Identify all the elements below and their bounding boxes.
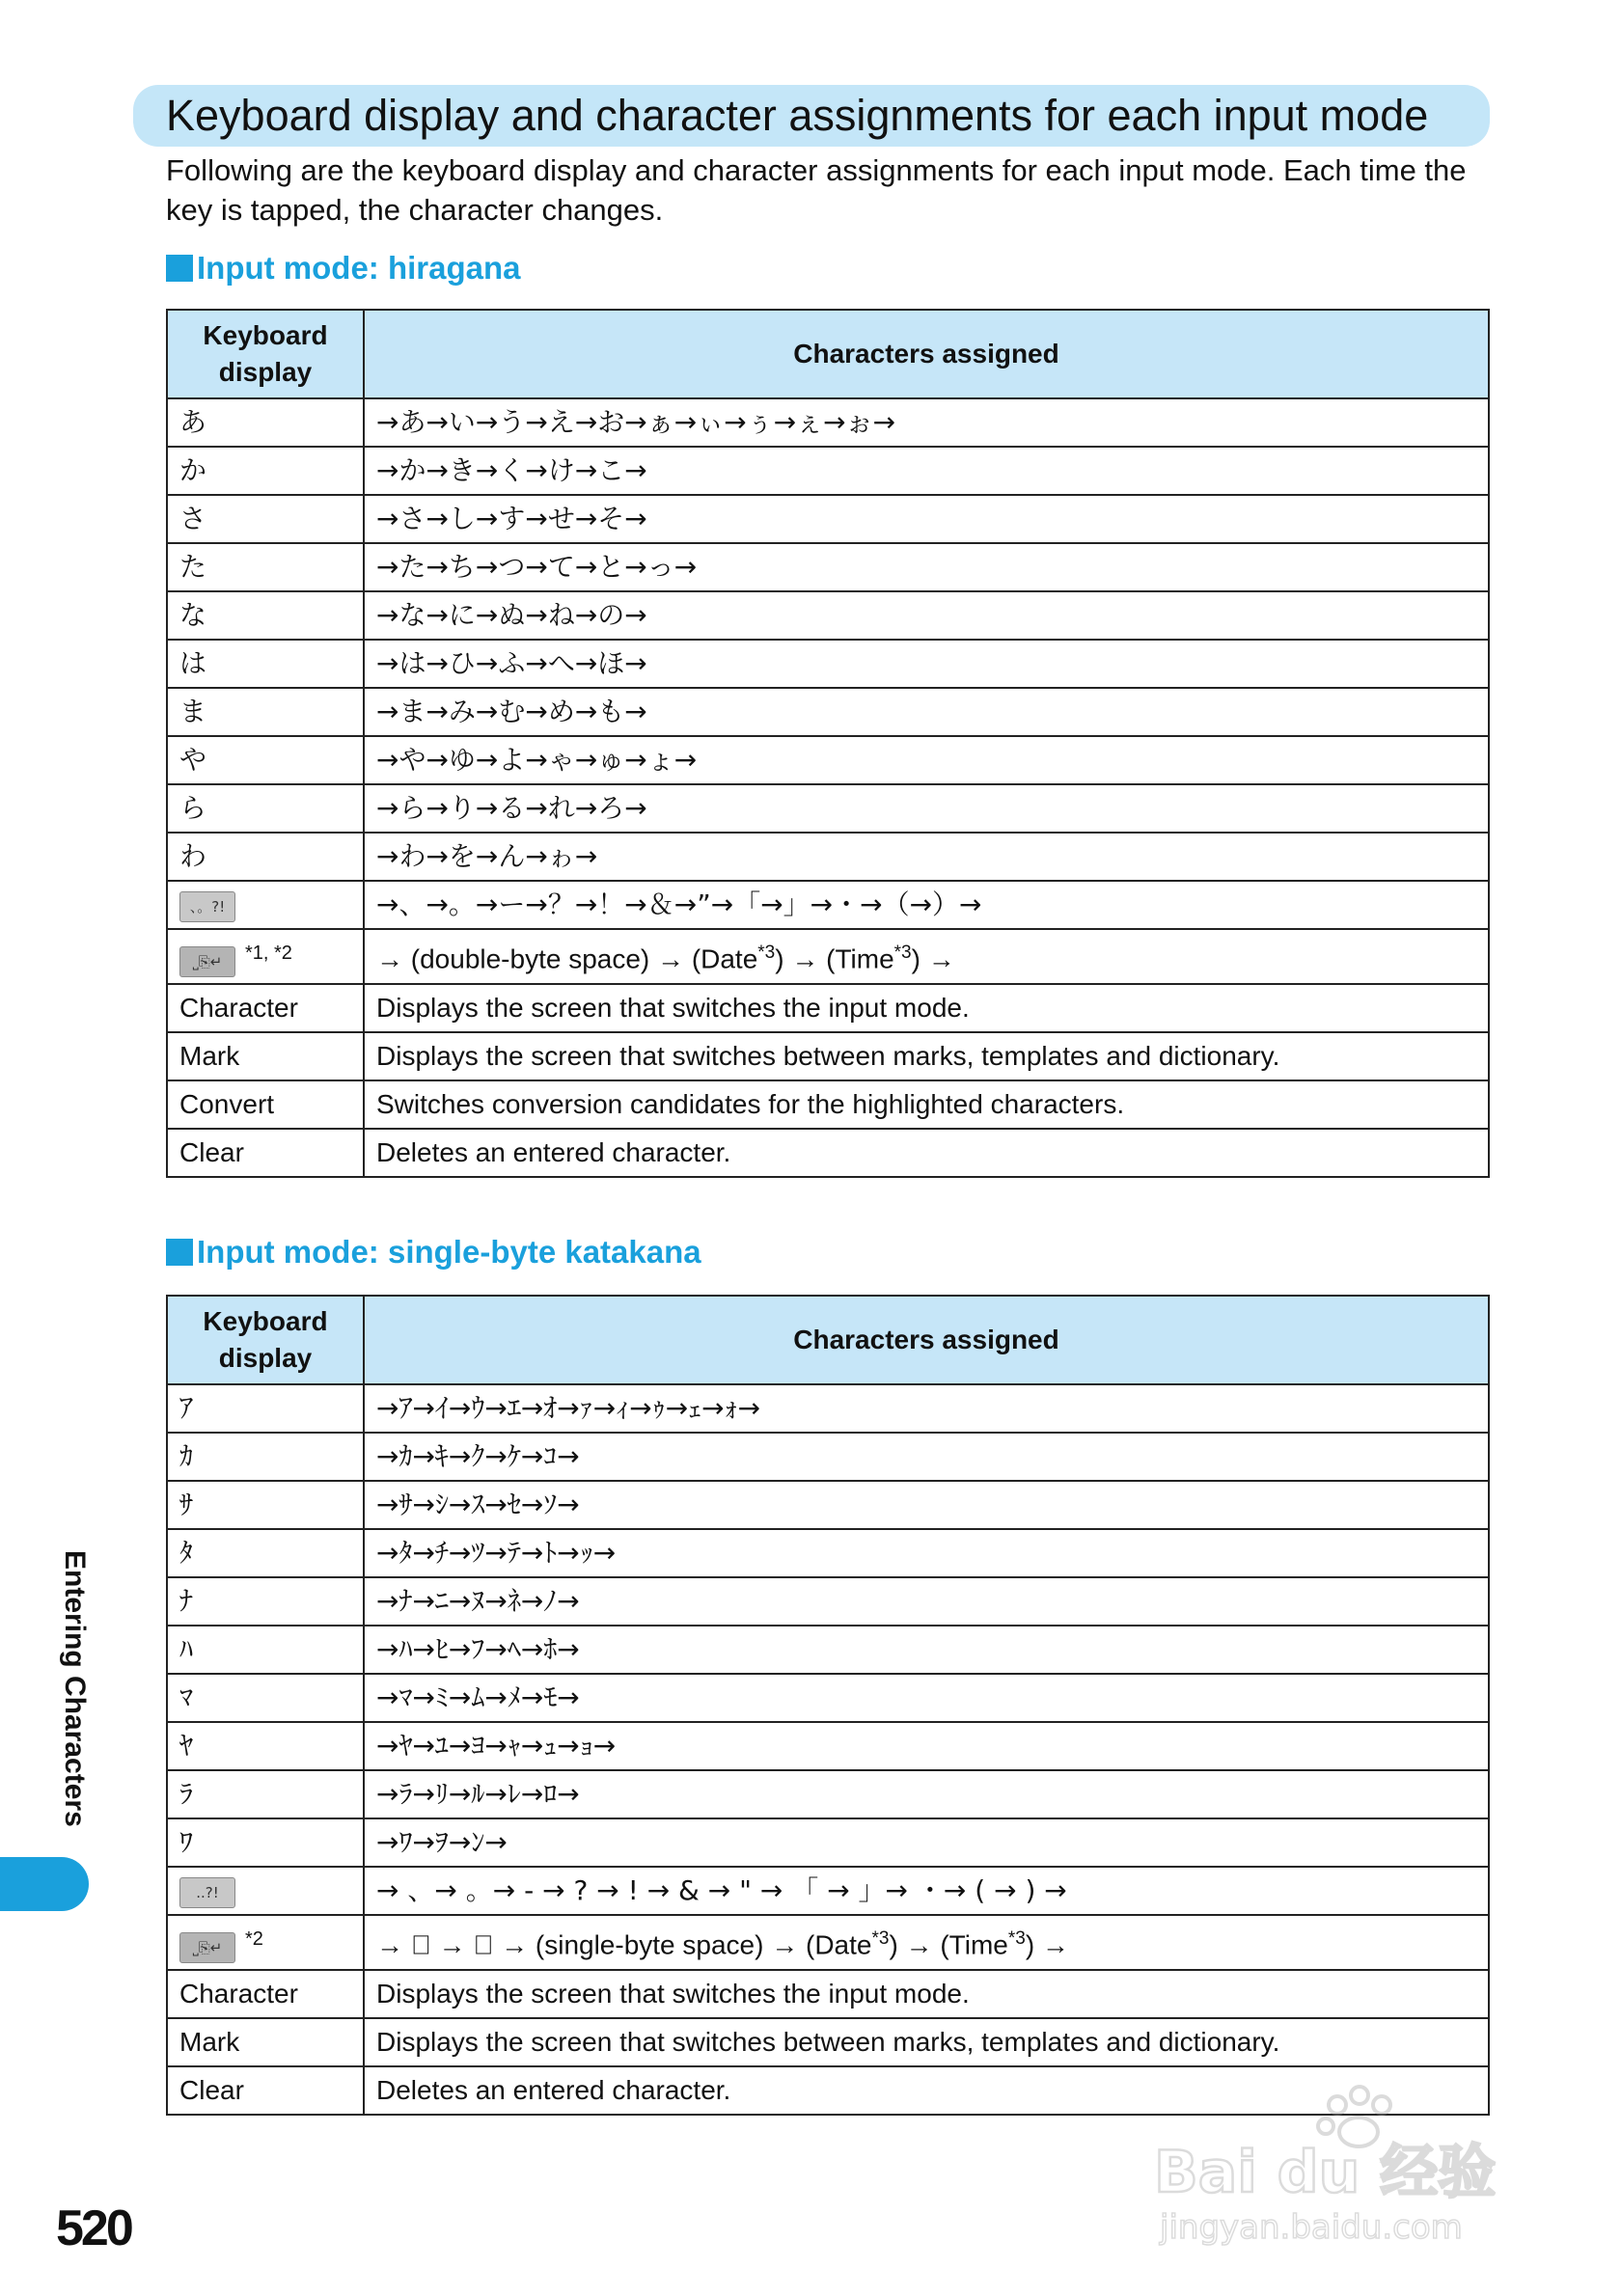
table-row bbox=[167, 543, 1489, 591]
desc-cell: Displays the screen that switches between marks, templates and dictionary. bbox=[364, 1032, 1489, 1080]
key-cell: Clear bbox=[167, 2066, 364, 2115]
chars-cell bbox=[364, 1915, 1489, 1970]
desc-cell: Displays the screen that switches the input mode. bbox=[364, 984, 1489, 1032]
table-row bbox=[167, 1080, 1489, 1129]
chars-cell: →ﾅ→ﾆ→ﾇ→ﾈ→ﾉ→ bbox=[364, 1577, 1489, 1626]
key-cell: ﾔ bbox=[167, 1722, 364, 1770]
chars-cell: →ﾗ→ﾘ→ﾙ→ﾚ→ﾛ→ bbox=[364, 1770, 1489, 1818]
table-row bbox=[167, 1384, 1489, 1433]
table-row bbox=[167, 1770, 1489, 1818]
chars-cell: →ﾔ→ﾕ→ﾖ→ｬ→ｭ→ｮ→ bbox=[364, 1722, 1489, 1770]
chars-cell: →ｻ→ｼ→ｽ→ｾ→ｿ→ bbox=[364, 1481, 1489, 1529]
space-chars-part: ) → (Time bbox=[889, 1929, 1008, 1960]
table-row bbox=[167, 1433, 1489, 1481]
key-cell bbox=[167, 929, 364, 984]
key-cell: あ bbox=[167, 398, 364, 447]
chars-cell: →な→に→ぬ→ね→の→ bbox=[364, 591, 1489, 640]
space-chars-part: ) → bbox=[911, 943, 955, 974]
table-row bbox=[167, 736, 1489, 784]
table-row bbox=[167, 1818, 1489, 1867]
mark-key-icon: ..?! bbox=[179, 1877, 235, 1908]
table-row bbox=[167, 1129, 1489, 1177]
header-characters-assigned: Characters assigned bbox=[364, 1296, 1489, 1384]
footnote-ref: *2 bbox=[245, 1928, 263, 1950]
table-row bbox=[167, 1626, 1489, 1674]
key-cell bbox=[167, 1867, 364, 1915]
page-title: Keyboard display and character assignments for each input mode bbox=[166, 91, 1429, 140]
table-header-row bbox=[167, 310, 1489, 398]
chars-cell: →は→ひ→ふ→へ→ほ→ bbox=[364, 640, 1489, 688]
baidu-watermark bbox=[1154, 2084, 1540, 2253]
space-chars-part: → ﾞ → ﾟ → (single-byte space) → (Date bbox=[376, 1929, 872, 1960]
key-cell: ま bbox=[167, 688, 364, 736]
key-cell: ﾊ bbox=[167, 1626, 364, 1674]
desc-cell: Deletes an entered character. bbox=[364, 2066, 1489, 2115]
key-cell bbox=[167, 881, 364, 929]
key-cell: Character bbox=[167, 1970, 364, 2018]
table-row bbox=[167, 1915, 1489, 1970]
hiragana-table bbox=[166, 309, 1490, 1178]
key-cell: ら bbox=[167, 784, 364, 833]
key-cell: Convert bbox=[167, 1080, 364, 1129]
chars-cell: → 、→ 。→ - → ? → ! → & → " → 「 → 」→ ・→ ( → ) → bbox=[364, 1867, 1489, 1915]
key-cell bbox=[167, 1915, 364, 1970]
chars-cell: →あ→い→う→え→お→ぁ→ぃ→ぅ→ぇ→ぉ→ bbox=[364, 398, 1489, 447]
chars-cell: →ｱ→ｲ→ｳ→ｴ→ｵ→ｧ→ｨ→ｩ→ｪ→ｫ→ bbox=[364, 1384, 1489, 1433]
key-cell: Character bbox=[167, 984, 364, 1032]
chars-cell: →ﾜ→ｦ→ﾝ→ bbox=[364, 1818, 1489, 1867]
section-title-bar bbox=[133, 85, 1490, 147]
key-cell: Mark bbox=[167, 1032, 364, 1080]
side-chapter-label bbox=[31, 1548, 108, 1867]
table-row bbox=[167, 929, 1489, 984]
space-key-icon: ⎵⎘↵ bbox=[179, 1932, 235, 1963]
table-row bbox=[167, 2018, 1489, 2066]
key-cell: Clear bbox=[167, 1129, 364, 1177]
watermark-brand: Bai du 经验 bbox=[1154, 2139, 1497, 2206]
table-row bbox=[167, 447, 1489, 495]
chars-cell: →た→ち→つ→て→と→っ→ bbox=[364, 543, 1489, 591]
table-row bbox=[167, 833, 1489, 881]
table-row bbox=[167, 591, 1489, 640]
key-cell: ﾅ bbox=[167, 1577, 364, 1626]
chars-cell bbox=[364, 929, 1489, 984]
key-cell: さ bbox=[167, 495, 364, 543]
katakana-heading-text: Input mode: single-byte katakana bbox=[197, 1234, 701, 1270]
table-row bbox=[167, 640, 1489, 688]
footnote-ref: *1, *2 bbox=[245, 943, 292, 964]
hiragana-heading-text: Input mode: hiragana bbox=[197, 250, 521, 286]
key-cell: か bbox=[167, 447, 364, 495]
key-cell: わ bbox=[167, 833, 364, 881]
key-cell: は bbox=[167, 640, 364, 688]
chars-cell: →ﾊ→ﾋ→ﾌ→ﾍ→ﾎ→ bbox=[364, 1626, 1489, 1674]
footnote-ref: *3 bbox=[871, 1928, 890, 1950]
table-row bbox=[167, 984, 1489, 1032]
square-bullet-icon bbox=[166, 1239, 193, 1266]
intro-paragraph: Following are the keyboard display and character assignments for each input mode. Each time the key is tapped, the character changes. bbox=[166, 153, 1467, 227]
page-number: 520 bbox=[56, 2200, 131, 2256]
key-cell: な bbox=[167, 591, 364, 640]
table-row bbox=[167, 398, 1489, 447]
key-cell: ﾗ bbox=[167, 1770, 364, 1818]
chars-cell: →か→き→く→け→こ→ bbox=[364, 447, 1489, 495]
desc-cell: Deletes an entered character. bbox=[364, 1129, 1489, 1177]
table-row bbox=[167, 1529, 1489, 1577]
katakana-table bbox=[166, 1295, 1490, 2116]
header-keyboard-display: Keyboard display bbox=[167, 310, 364, 398]
table-row bbox=[167, 1867, 1489, 1915]
footnote-ref: *3 bbox=[1007, 1928, 1026, 1950]
desc-cell: Displays the screen that switches the input mode. bbox=[364, 1970, 1489, 2018]
key-cell: ｶ bbox=[167, 1433, 364, 1481]
space-chars-part: → (double-byte space) → (Date bbox=[376, 943, 758, 974]
chars-cell: →ま→み→む→め→も→ bbox=[364, 688, 1489, 736]
table-header-row bbox=[167, 1296, 1489, 1384]
desc-cell: Displays the screen that switches between marks, templates and dictionary. bbox=[364, 2018, 1489, 2066]
table-row bbox=[167, 1722, 1489, 1770]
watermark-url: jingyan.baidu.com bbox=[1160, 2208, 1463, 2247]
table-row bbox=[167, 688, 1489, 736]
table-row bbox=[167, 784, 1489, 833]
table-row bbox=[167, 881, 1489, 929]
key-cell: ｻ bbox=[167, 1481, 364, 1529]
key-cell: ﾏ bbox=[167, 1674, 364, 1722]
table-row bbox=[167, 1032, 1489, 1080]
paw-icon bbox=[1329, 2096, 1346, 2114]
space-chars-part: ) → bbox=[1025, 1929, 1069, 1960]
chapter-tab bbox=[0, 1857, 89, 1911]
side-chapter-text: Entering Characters bbox=[59, 1550, 91, 1827]
chars-cell: →ら→り→る→れ→ろ→ bbox=[364, 784, 1489, 833]
table-row bbox=[167, 1970, 1489, 2018]
key-cell: ﾜ bbox=[167, 1818, 364, 1867]
table-row bbox=[167, 1674, 1489, 1722]
chars-cell: →ｶ→ｷ→ｸ→ｹ→ｺ→ bbox=[364, 1433, 1489, 1481]
hiragana-heading bbox=[166, 249, 521, 287]
footnote-ref: *3 bbox=[893, 943, 912, 964]
header-characters-assigned: Characters assigned bbox=[364, 310, 1489, 398]
table-row bbox=[167, 495, 1489, 543]
chars-cell: →、→。→ー→？→！→＆→”→「→」→・→（→）→ bbox=[364, 881, 1489, 929]
key-cell: Mark bbox=[167, 2018, 364, 2066]
chars-cell: →ﾏ→ﾐ→ﾑ→ﾒ→ﾓ→ bbox=[364, 1674, 1489, 1722]
chars-cell: →さ→し→す→せ→そ→ bbox=[364, 495, 1489, 543]
mark-key-icon: 、。?! bbox=[179, 891, 235, 922]
footnote-ref: *3 bbox=[757, 943, 776, 964]
space-key-icon: ⎵⎘↵ bbox=[179, 946, 235, 977]
key-cell: た bbox=[167, 543, 364, 591]
space-chars-part: ) → (Time bbox=[775, 943, 894, 974]
key-cell: ﾀ bbox=[167, 1529, 364, 1577]
chars-cell: →わ→を→ん→ゎ→ bbox=[364, 833, 1489, 881]
square-bullet-icon bbox=[166, 255, 193, 282]
katakana-heading bbox=[166, 1233, 701, 1271]
table-row bbox=[167, 1481, 1489, 1529]
key-cell: や bbox=[167, 736, 364, 784]
chars-cell: →や→ゆ→よ→ゃ→ゅ→ょ→ bbox=[364, 736, 1489, 784]
chars-cell: →ﾀ→ﾁ→ﾂ→ﾃ→ﾄ→ｯ→ bbox=[364, 1529, 1489, 1577]
key-cell: ｱ bbox=[167, 1384, 364, 1433]
desc-cell: Switches conversion candidates for the highlighted characters. bbox=[364, 1080, 1489, 1129]
header-keyboard-display: Keyboard display bbox=[167, 1296, 364, 1384]
table-row bbox=[167, 1577, 1489, 1626]
